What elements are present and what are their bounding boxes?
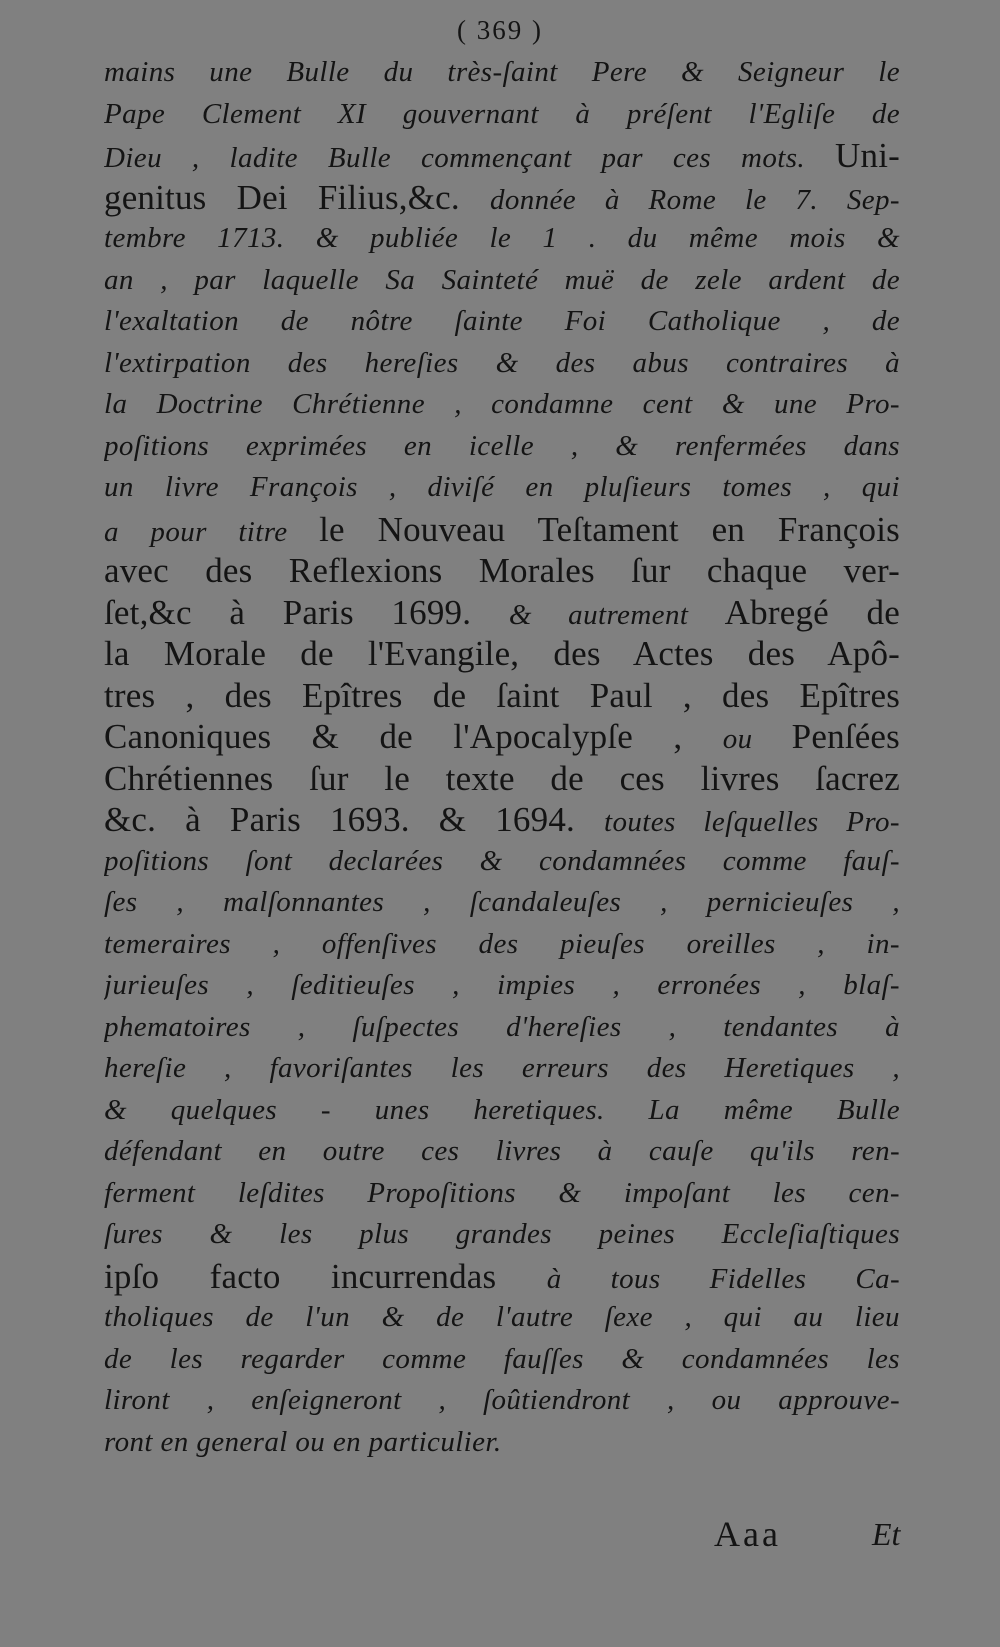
text-line xyxy=(104,550,900,592)
text-line xyxy=(104,633,900,675)
text-line xyxy=(104,1131,900,1173)
roman-text: &c. à Paris 1693. & 1694. xyxy=(104,800,605,839)
italic-text: an , par laquelle Sa Sainteté muë de zele ardent de xyxy=(104,263,900,296)
text-line xyxy=(104,716,900,758)
italic-text: la Doctrine Chrétienne , condamne cent & une Pro- xyxy=(104,388,900,420)
roman-text: avec des Reflexions Morales ſur chaque ver- xyxy=(104,551,900,590)
roman-text: Chrétiennes ſur le texte de ces livres ſacrez xyxy=(104,758,900,798)
italic-text: ſes , malſonnantes , ſcandaleuſes , pernicieuſes , xyxy=(104,886,900,918)
text-line xyxy=(104,799,900,841)
text-line xyxy=(104,1297,900,1339)
italic-text: défendant en outre ces livres à cauſe qu'ils ren- xyxy=(104,1135,900,1167)
text-line xyxy=(104,135,900,177)
roman-text: tres , des Epîtres de ſaint Paul , des Epîtres xyxy=(104,675,900,715)
italic-text: ſures & les plus grandes peines Eccleſiaſtiques xyxy=(104,1218,900,1250)
italic-text: tholiques de l'un & de l'autre ſexe , qui au lieu xyxy=(104,1301,900,1333)
roman-text: Uni- xyxy=(835,136,900,175)
italic-text: liront , enſeigneront , ſoûtiendront , ou approuve- xyxy=(104,1384,900,1416)
italic-text: jurieuſes , ſeditieuſes , impies , erronées , blaſ- xyxy=(104,969,900,1001)
text-line xyxy=(104,592,900,634)
text-line xyxy=(104,1380,900,1422)
italic-text: poſitions ſont declarées & condamnées comme fauſ- xyxy=(104,844,900,877)
text-line xyxy=(104,1339,900,1381)
text-line xyxy=(104,1422,900,1464)
text-line xyxy=(104,1048,900,1090)
text-line xyxy=(104,467,900,509)
italic-text: mains une Bulle du très-ſaint Pere & Seigneur le xyxy=(104,56,900,88)
body-text xyxy=(104,52,900,1463)
italic-text: à tous Fidelles Ca- xyxy=(546,1262,900,1295)
signature-mark: Aaa xyxy=(714,1514,781,1554)
text-line xyxy=(104,509,900,551)
page-number: ( 369 ) xyxy=(457,15,543,45)
italic-text: l'extirpation des hereſies & des abus contraires à xyxy=(104,346,900,379)
roman-text: ſet,&c à Paris 1699. xyxy=(104,592,509,632)
text-line xyxy=(104,675,900,717)
text-line xyxy=(104,841,900,883)
italic-text: Pape Clement XI gouvernant à préſent l'Egliſe de xyxy=(104,97,900,130)
catchword: Et xyxy=(872,1516,901,1552)
text-line xyxy=(104,924,900,966)
italic-text: tembre 1713. & publiée le 1 . du même mois & xyxy=(104,222,900,254)
italic-text: toutes leſquelles Pro- xyxy=(604,806,900,838)
text-line xyxy=(104,882,900,924)
roman-text: genitus Dei Filius,&c. xyxy=(104,177,490,217)
italic-text: poſitions exprimées en icelle , & renfermées dans xyxy=(104,429,900,462)
italic-text: Dieu , ladite Bulle commençant par ces mots. xyxy=(104,142,836,174)
text-line xyxy=(104,426,900,468)
text-line xyxy=(104,1256,900,1298)
text-line xyxy=(104,94,900,136)
text-line xyxy=(104,965,900,1007)
roman-text: le Nouveau Teſtament en François xyxy=(319,509,900,549)
italic-text: a pour titre xyxy=(104,515,320,548)
roman-text: Canoniques & de l'Apocalypſe , xyxy=(104,717,723,756)
italic-text: phematoires , ſuſpectes d'hereſies , tendantes à xyxy=(104,1010,900,1043)
text-line xyxy=(104,758,900,800)
text-line xyxy=(104,1007,900,1049)
italic-text: & autrement xyxy=(508,598,725,631)
italic-text: ferment leſdites Propoſitions & impoſant les cen- xyxy=(104,1176,900,1209)
text-line xyxy=(104,343,900,385)
text-line xyxy=(104,1214,900,1256)
roman-text: la Morale de l'Evangile, des Actes des Apô- xyxy=(104,634,900,673)
text-line xyxy=(104,1090,900,1132)
italic-text: ront en general ou en particulier. xyxy=(104,1425,502,1458)
italic-text: temeraires , offenſives des pieuſes oreilles , in- xyxy=(104,927,900,960)
italic-text: de les regarder comme fauſſes & condamnées les xyxy=(104,1342,900,1375)
text-line xyxy=(104,218,900,260)
roman-text: Penſées xyxy=(791,717,900,756)
text-line xyxy=(104,177,900,219)
italic-text: un livre François , diviſé en pluſieurs tomes , qui xyxy=(104,471,900,503)
text-line xyxy=(104,260,900,302)
text-line xyxy=(104,1173,900,1215)
text-line xyxy=(104,301,900,343)
italic-text: & quelques - unes heretiques. La même Bulle xyxy=(104,1093,900,1126)
text-line xyxy=(104,52,900,94)
text-line xyxy=(104,384,900,426)
roman-text: ipſo facto incurrendas xyxy=(104,1256,547,1296)
roman-text: Abregé de xyxy=(724,592,900,632)
italic-text: hereſie , favoriſantes les erreurs des Heretiques , xyxy=(104,1052,900,1084)
italic-text: l'exaltation de nôtre ſainte Foi Catholique , de xyxy=(104,305,900,337)
italic-text: donnée à Rome le 7. Sep- xyxy=(489,183,900,216)
italic-text: ou xyxy=(722,723,792,755)
